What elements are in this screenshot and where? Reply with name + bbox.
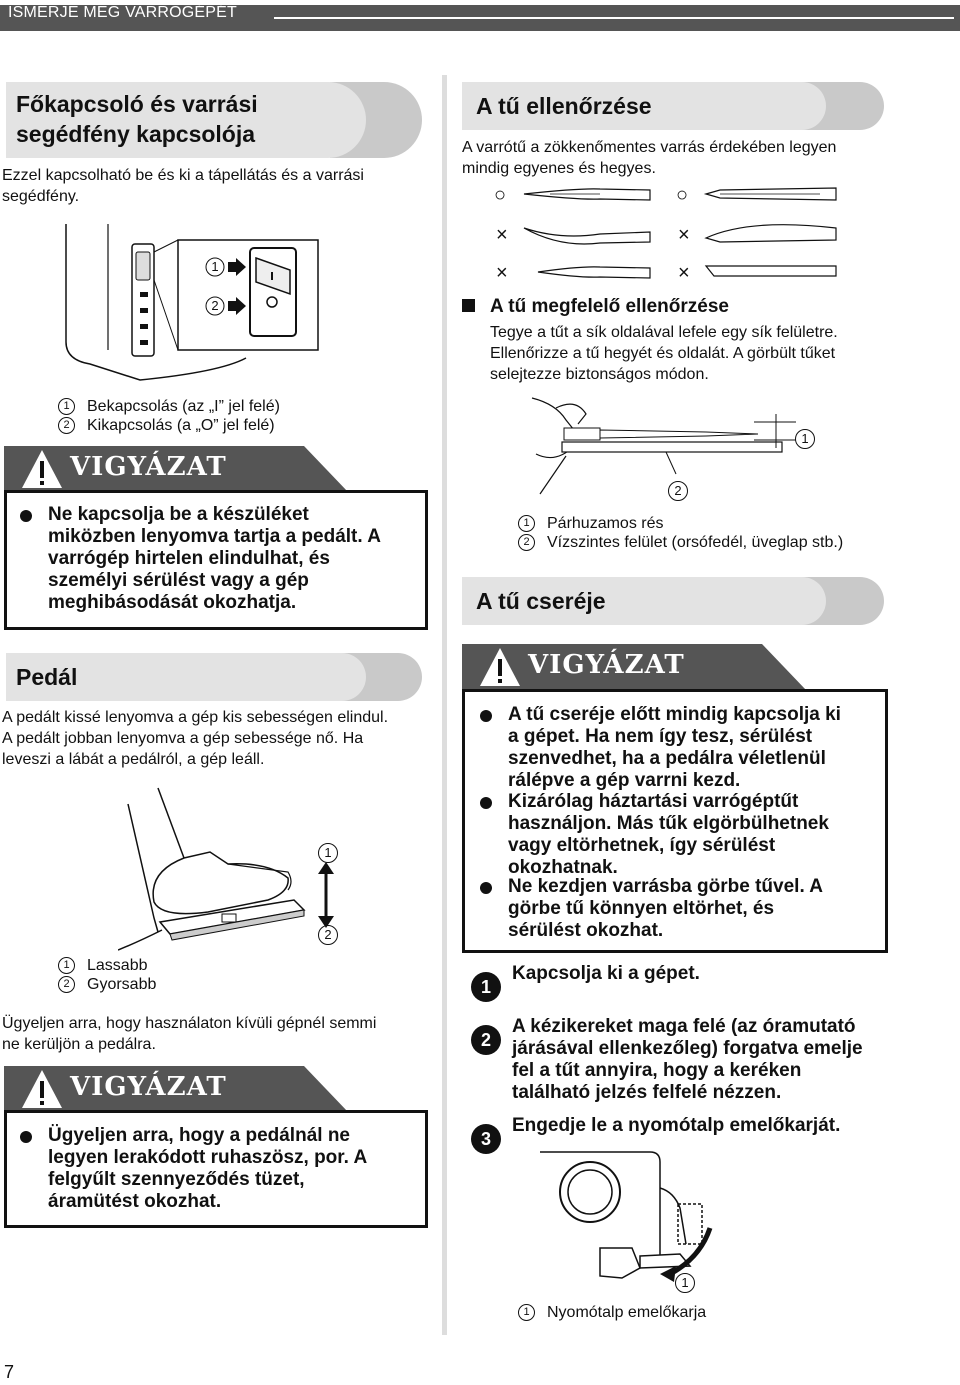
step-number-badge: 1 (471, 972, 501, 1002)
power-figure-label-1: 1 (211, 259, 219, 274)
pedal-figure-label-1: 1 (318, 843, 338, 863)
section-header-label: ISMERJE MEG VARRÓGÉPÉT (8, 4, 238, 21)
good-needle-symbol: ○ (676, 184, 689, 206)
caution-text-pedal: Ügyeljen arra, hogy a pedálnál ne legyen lerakódott ruhaszösz, por. A felgyűlt szennyeződés tüzet, áramütést okozhat. (48, 1125, 368, 1212)
good-needle-symbol: ○ (494, 184, 507, 206)
pedal-note: Ügyeljen arra, hogy használaton kívüli gépnél semmi ne kerüljön a pedálra. (2, 1015, 377, 1053)
bad-needle-symbol: × (678, 224, 690, 246)
caution-text-needle-1: A tű cseréje előtt mindig kapcsolja ki a gépet. Ha nem így tesz, sérülést szenvedhet, ha a pedálra véletlenül rálépve a gép varrni kezd. (508, 704, 841, 791)
caution-text-needle-2: Kizárólag háztartási varrógéptűt használjon. Más tűk elgörbülhetnek vagy eltörhetnek, így sérülést okozhatnak. (508, 791, 829, 878)
needle-figure-label-1: 1 (795, 429, 815, 449)
needle-replace-title: A tű cseréje (476, 588, 606, 614)
caution-label-power: VIGYÁZAT (70, 452, 227, 482)
step-1-text: Kapcsolja ki a gépet. (512, 963, 700, 984)
caution-bullet (20, 510, 32, 522)
presser-foot-lever-illustration (540, 1148, 780, 1298)
needle-replace-heading (462, 577, 826, 625)
needle-comparison-illustration (520, 180, 840, 280)
pedal-heading (6, 653, 366, 701)
pedal-title: Pedál (16, 664, 78, 690)
caution-bullet (20, 1131, 32, 1143)
needle-check-instructions: Tegye a tűt a sík oldalával lefele egy sík felületre. Ellenőrizze a tű hegyét és oldalát. A görbült tűket selejtezze biztonságos módon. (490, 324, 838, 383)
pedal-legend: 1 Lassabb 2 Gyorsabb (58, 956, 156, 994)
needle-check-legend: 1 Párhuzamos rés 2 Vízszintes felület (orsófedél, üveglap stb.) (518, 514, 843, 552)
needle-check-intro: A varrótű a zökkenőmentes varrás érdekében legyen mindig egyenes és hegyes. (462, 139, 837, 177)
power-switch-illustration (60, 222, 330, 392)
pedal-figure-label-2: 2 (318, 925, 338, 945)
power-switch-title-line2: segédfény kapcsolója (16, 121, 256, 147)
column-divider (442, 75, 447, 1335)
power-switch-intro: Ezzel kapcsolható be és ki a tápellátás és a varrási segédfény. (2, 167, 364, 205)
section-header-rule (274, 17, 954, 19)
bad-needle-symbol: × (678, 262, 690, 284)
caution-label-pedal: VIGYÁZAT (70, 1072, 227, 1102)
caution-label-needle: VIGYÁZAT (528, 650, 685, 680)
power-switch-title-line1: Főkapcsoló és varrási (16, 91, 258, 117)
subsection-square-bullet (462, 299, 475, 312)
caution-bullet (480, 882, 492, 894)
step-3-text: Engedje le a nyomótalp emelőkarját. (512, 1115, 841, 1136)
caution-bullet (480, 710, 492, 722)
power-switch-heading (6, 82, 366, 158)
step-number-badge: 2 (471, 1025, 501, 1055)
needle-check-heading (462, 82, 826, 130)
pedal-intro: A pedált kissé lenyomva a gép kis sebességen elindul. A pedált jobban lenyomva a gép sebessége nő. Ha leveszi a lábát a pedálról, a gép leáll. (2, 709, 389, 768)
caution-text-power: Ne kapcsolja be a készüléket miközben lenyomva tartja a pedált. A varrógép hirtelen elindulhat, és személyi sérülést vagy a gép meghibásodását okozhatja. (48, 504, 381, 613)
bad-needle-symbol: × (496, 224, 508, 246)
power-switch-legend: 1 Bekapcsolás (az „I” jel felé) 2 Kikapcsolás (a „O” jel felé) (58, 397, 280, 435)
presser-figure-label-1: 1 (675, 1273, 695, 1293)
caution-bullet (480, 797, 492, 809)
power-figure-label-2: 2 (211, 298, 219, 313)
caution-text-needle-3: Ne kezdjen varrásba görbe tűvel. A görbe tű könnyen eltörhet, és sérülést okozhat. (508, 876, 824, 941)
step-2-text: A kézikereket maga felé (az óramutató járásával ellenkezőleg) forgatva emelje fel a tűt annyira, hogy a keréken található jelzés felfelé nézzen. (512, 1016, 863, 1103)
presser-foot-legend: 1 Nyomótalp emelőkarja (518, 1303, 706, 1322)
bad-needle-symbol: × (496, 262, 508, 284)
needle-check-subtitle: A tű megfelelő ellenőrzése (490, 296, 729, 317)
step-number-badge: 3 (471, 1124, 501, 1154)
page-number: 7 (4, 1362, 15, 1382)
needle-figure-label-2: 2 (668, 481, 688, 501)
needle-check-title: A tű ellenőrzése (476, 93, 652, 119)
